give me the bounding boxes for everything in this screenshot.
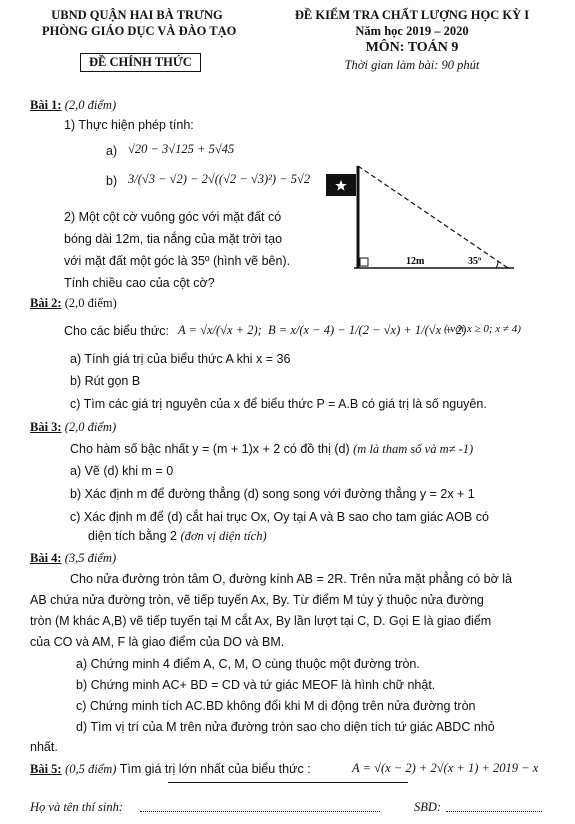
bai4-para-line1: Cho nửa đường tròn tâm O, đường kính AB = 2R. Trên nửa mặt phẳng có bờ là [70, 572, 512, 586]
bai2-qa: a) Tính giá trị của biểu thức A khi x = 36 [70, 352, 291, 366]
bai4-para-line4: của CO và AM, F là giao điểm của DO và BM. [30, 635, 285, 649]
sun-ray-line [358, 166, 508, 268]
flagpole-figure [318, 160, 528, 278]
bai4-qd-line1: d) Tìm vị trí của M trên nửa đường tròn sao cho diện tích tứ giác ABDC nhỏ [76, 720, 495, 734]
department-name: PHÒNG GIÁO DỤC VÀ ĐÀO TẠO [42, 24, 237, 38]
bai4-para-line3: tròn (M khác A,B) vẽ tiếp tuyến tại M cắt Ax, By lần lượt tại C, D. Gọi E là giao điểm [30, 614, 492, 628]
school-year: Năm học 2019 – 2020 [355, 24, 469, 38]
bai2-heading: Bài 2: (2,0 điểm) [30, 296, 117, 310]
bai1-q2-line3: với mặt đất một góc là 35º (hình vẽ bên). [64, 254, 291, 268]
student-name-field[interactable] [140, 801, 380, 812]
shadow-length-label: 12m [406, 256, 425, 267]
bai2-qb: b) Rút gọn B [70, 374, 141, 388]
bai3-heading: Bài 3: (2,0 điểm) [30, 420, 117, 434]
bai3-qc-line2: diện tích bằng 2 (đơn vị diện tích) [88, 529, 267, 543]
bai2-expr-b: B = x/(x − 4) − 1/(2 − √x) + 1/(√x + 2) [268, 323, 467, 337]
bai4-qc: c) Chứng minh tích AC.BD không đổi khi M di động trên nửa đường tròn [76, 699, 476, 713]
bai4-heading: Bài 4: (3,5 điểm) [30, 551, 117, 565]
bai4-qd-line2: nhất. [30, 740, 58, 754]
bai2-qc: c) Tìm các giá trị nguyên của x để biểu thức P = A.B có giá trị là số nguyên. [70, 397, 487, 411]
exam-duration: Thời gian làm bài: 90 phút [344, 58, 480, 72]
bai2-condition: ( với x ≥ 0; x ≠ 4) [444, 323, 521, 335]
student-name-label: Họ và tên thí sinh: [30, 800, 124, 814]
sbd-field[interactable] [446, 801, 542, 812]
bai1-heading: Bài 1: (2,0 điểm) [30, 98, 117, 112]
bai3-qc-line1: c) Xác định m để (d) cắt hai trục Ox, Oy tại A và B sao cho tam giác AOB có [70, 510, 489, 524]
bai5-expr: A = √(x − 2) + 2√(x + 1) + 2019 − x [352, 761, 539, 775]
bai3-qa: a) Vẽ (d) khi m = 0 [70, 464, 174, 478]
bai4-qb: b) Chứng minh AC+ BD = CD và tứ giác MEOF là hình chữ nhật. [76, 678, 436, 692]
bai5-line: Bài 5: (0,5 điểm) Tìm giá trị lớn nhất của biểu thức : [30, 762, 311, 776]
bai3-intro: Cho hàm số bậc nhất y = (m + 1)x + 2 có đồ thị (d) (m là tham số và m≠ -1) [70, 442, 474, 456]
bai4-para-line2: AB chứa nửa đường tròn, vẽ tiếp tuyến Ax, By. Từ điểm M tùy ý thuộc nửa đường [30, 593, 484, 607]
bai3-qb: b) Xác định m để đường thẳng (d) song song với đường thẳng y = 2x + 1 [70, 487, 475, 501]
bai4-qa: a) Chứng minh 4 điểm A, C, M, O cùng thuộc một đường tròn. [76, 657, 420, 671]
bai1-q1: 1) Thực hiện phép tính: [64, 118, 194, 132]
bai1-qa-expr: √20 − 3√125 + 5√45 [128, 142, 235, 156]
bai1-q2-line2: bóng dài 12m, tia nắng của mặt trời tạo [64, 232, 283, 246]
official-badge: ĐỀ CHÍNH THỨC [80, 53, 201, 72]
angle-arc [496, 261, 498, 268]
bai1-qb-expr: 3/(√3 − √2) − 2√((√2 − √3)²) − 5√2 [128, 172, 311, 186]
right-angle-mark [360, 258, 368, 266]
bai2-intro: Cho các biểu thức: [64, 324, 169, 338]
bai1-q2-line4: Tính chiều cao của cột cờ? [64, 276, 215, 290]
bai1-qa-label: a) [106, 144, 118, 158]
subject-title: MÔN: TOÁN 9 [365, 40, 459, 55]
school-authority: UBND QUẬN HAI BÀ TRƯNG [51, 8, 223, 22]
angle-label: 35º [468, 256, 482, 267]
separator-line [168, 782, 408, 783]
exam-title: ĐỀ KIỂM TRA CHẤT LƯỢNG HỌC KỲ I [294, 8, 530, 22]
bai2-expr-a: A = √x/(√x + 2); [178, 323, 262, 337]
bai1-qb-label: b) [106, 174, 118, 188]
bai1-q2-line1: 2) Một cột cờ vuông góc với mặt đất có [64, 210, 282, 224]
sbd-label: SBD: [414, 800, 442, 814]
